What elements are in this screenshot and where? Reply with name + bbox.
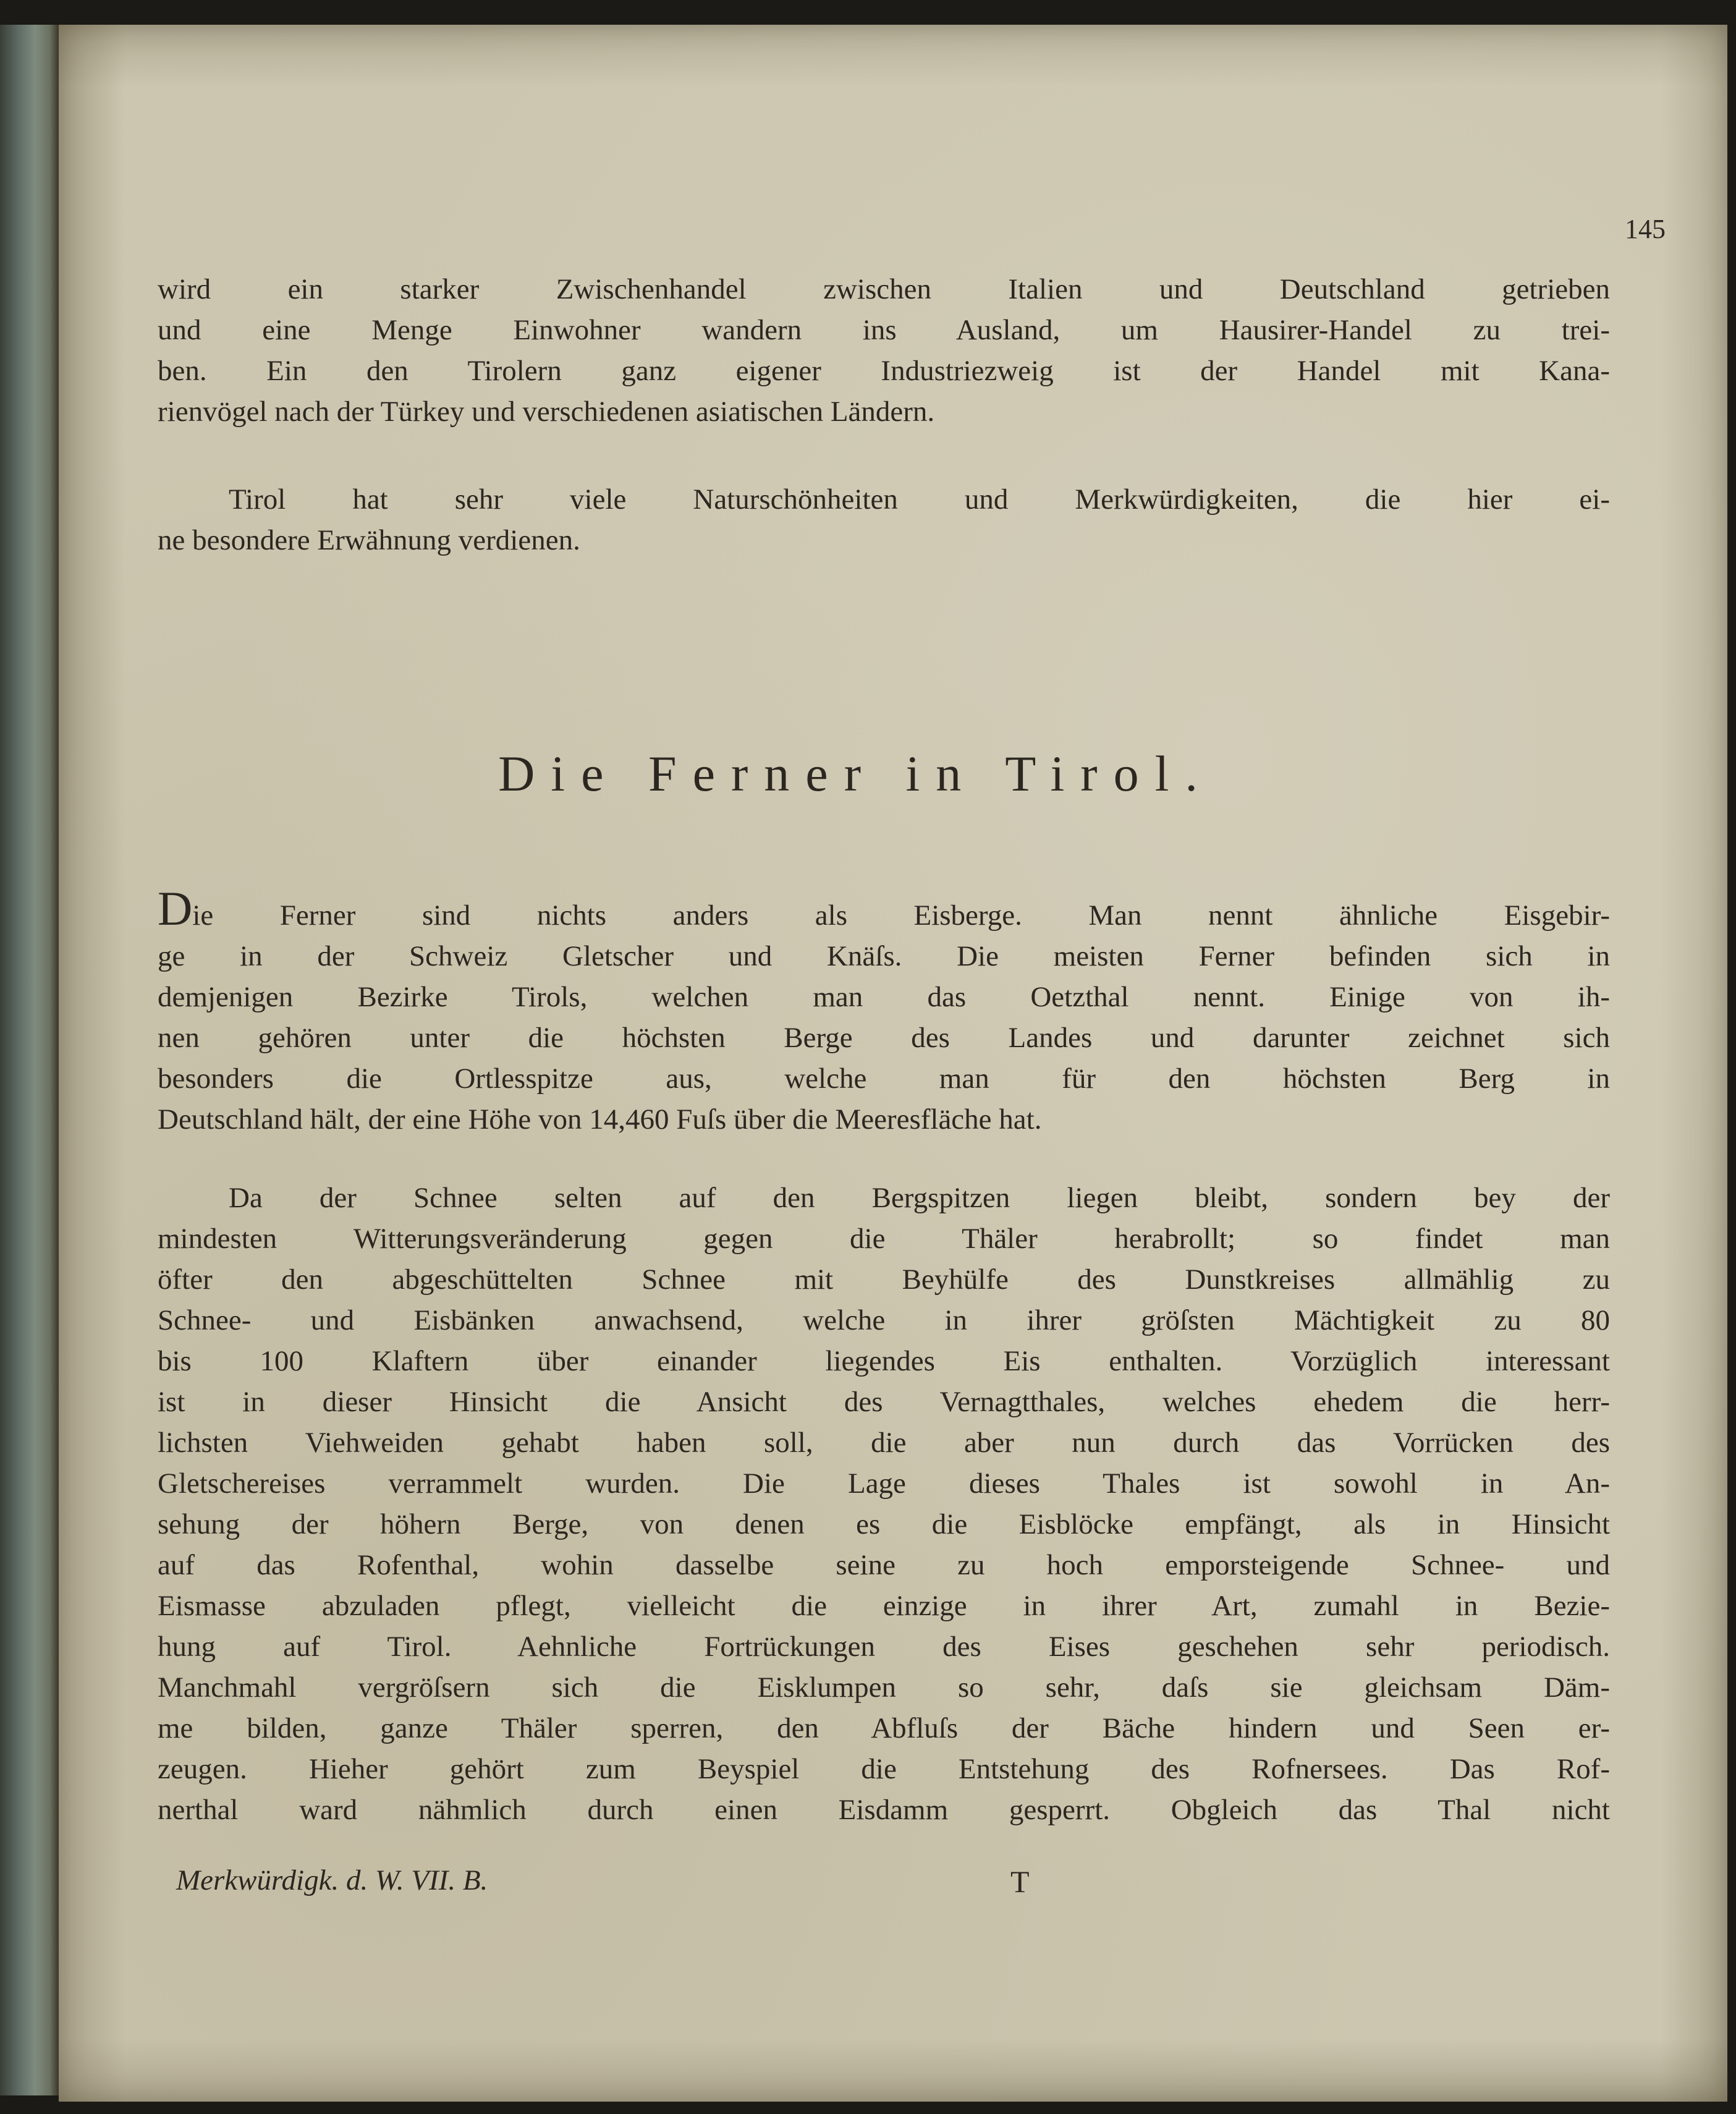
- drop-cap: D: [158, 881, 193, 935]
- paragraph-schnee: [158, 1178, 1610, 1830]
- text-line-rest: ie Ferner sind nichts anders als Eisberge. Man nennt ähnliche Eisgebir-: [192, 899, 1610, 932]
- text-line: öfter den abgeschüttelten Schnee mit Beyhülfe des Dunstkreises allmählig zu: [158, 1263, 1610, 1296]
- page-number: 145: [1625, 214, 1666, 244]
- intro-paragraph: [158, 269, 1610, 432]
- text-line: Deutschland hält, der eine Höhe von 14,460 Fuſs über die Meeresfläche hat.: [158, 1103, 1042, 1136]
- text-line: ne besondere Erwähnung verdienen.: [158, 524, 580, 556]
- text-line: ist in dieser Hinsicht die Ansicht des Vernagtthales, welches ehedem die herr-: [158, 1386, 1610, 1418]
- text-line: besonders die Ortlesspitze aus, welche man für den höchsten Berg in: [158, 1063, 1610, 1095]
- text-line: bis 100 Klaftern über einander liegendes Eis enthalten. Vorzüglich interessant: [158, 1345, 1610, 1377]
- text-line: rienvögel nach der Türkey und verschiedenen asiatischen Ländern.: [158, 396, 935, 428]
- text-line: zeugen. Hieher gehört zum Beyspiel die Entstehung des Rofnersees. Das Rof-: [158, 1753, 1610, 1785]
- book-binding: [0, 25, 59, 2095]
- paragraph-ferner: [158, 881, 1610, 1140]
- section-heading: Die Ferner in Tirol.: [498, 745, 1214, 802]
- text-line: Tirol hat sehr viele Naturschönheiten und Merkwürdigkeiten, die hier ei-: [229, 483, 1610, 516]
- footer-signature: T: [1010, 1864, 1030, 1899]
- text-line: demjenigen Bezirke Tirols, welchen man das Oetzthal nennt. Einige von ih-: [158, 981, 1610, 1013]
- text-line: wird ein starker Zwischenhandel zwischen Italien und Deutschland getrieben: [158, 273, 1610, 305]
- text-line: Schnee- und Eisbänken anwachsend, welche in ihrer gröſsten Mächtigkeit zu 80: [158, 1304, 1610, 1336]
- intro-paragraph-2: [158, 479, 1610, 561]
- text-line: Da der Schnee selten auf den Bergspitzen liegen bleibt, sondern bey der: [229, 1182, 1610, 1214]
- text-line: mindesten Witterungsveränderung gegen die Thäler herabrollt; so findet man: [158, 1223, 1610, 1255]
- book-page: [59, 25, 1727, 2102]
- text-line: ge in der Schweiz Gletscher und Knäſs. Die meisten Ferner befinden sich in: [158, 940, 1610, 972]
- text-line: Manchmahl vergröſsern sich die Eisklumpen so sehr, daſs sie gleichsam Däm-: [158, 1671, 1610, 1704]
- text-line: und eine Menge Einwohner wandern ins Ausland, um Hausirer-Handel zu trei-: [158, 314, 1610, 346]
- text-line: Gletschereises verrammelt wurden. Die Lage dieses Thales ist sowohl in An-: [158, 1467, 1610, 1500]
- footer-volume-title: Merkwürdigk. d. W. VII. B.: [176, 1864, 488, 1896]
- text-line: nerthal ward nähmlich durch einen Eisdamm gesperrt. Obgleich das Thal nicht: [158, 1794, 1610, 1826]
- text-line: auf das Rofenthal, wohin dasselbe seine zu hoch emporsteigende Schnee- und: [158, 1549, 1610, 1581]
- text-line: ben. Ein den Tirolern ganz eigener Industriezweig ist der Handel mit Kana-: [158, 355, 1610, 387]
- text-line: hung auf Tirol. Aehnliche Fortrückungen des Eises geschehen sehr periodisch.: [158, 1631, 1610, 1663]
- text-line: [158, 881, 1610, 936]
- text-line: me bilden, ganze Thäler sperren, den Abfluſs der Bäche hindern und Seen er-: [158, 1712, 1610, 1744]
- text-line: sehung der höhern Berge, von denen es die Eisblöcke empfängt, als in Hinsicht: [158, 1508, 1610, 1540]
- text-line: lichsten Viehweiden gehabt haben soll, die aber nun durch das Vorrücken des: [158, 1427, 1610, 1459]
- text-line: nen gehören unter die höchsten Berge des Landes und darunter zeichnet sich: [158, 1022, 1610, 1054]
- text-line: Eismasse abzuladen pflegt, vielleicht die einzige in ihrer Art, zumahl in Bezie-: [158, 1590, 1610, 1622]
